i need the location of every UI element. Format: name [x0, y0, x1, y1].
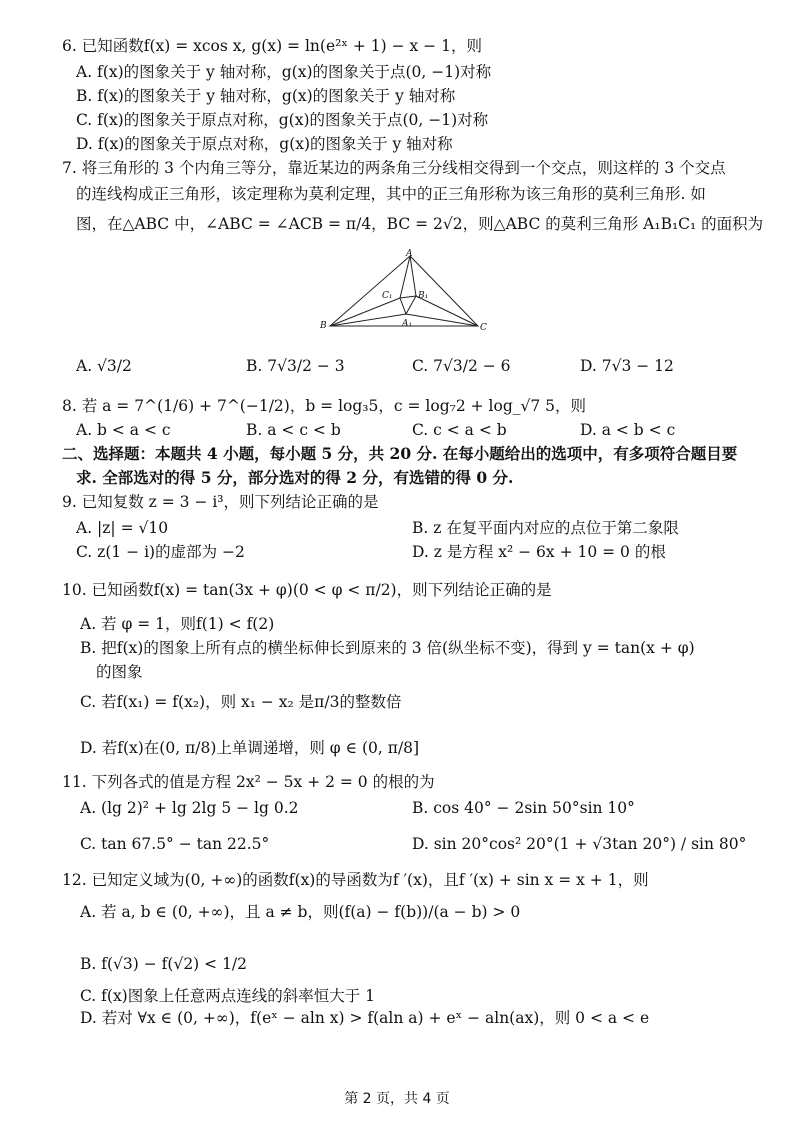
section2-instructions-line2: 求. 全部选对的得 5 分，部分选对的得 2 分，有选错的得 0 分. [76, 468, 514, 487]
q7-option-c: C. 7√3/2 − 6 [412, 357, 511, 375]
q9-option-d: D. z 是方程 x² − 6x + 10 = 0 的根 [412, 543, 666, 561]
q7-option-a: A. √3/2 [76, 357, 132, 375]
q12-option-c: C. f(x)图象上任意两点连线的斜率恒大于 1 [80, 987, 376, 1005]
q11-option-d: D. sin 20°cos² 20°(1 + √3tan 20°) / sin 80° [412, 835, 747, 853]
label-A1: A₁ [402, 319, 413, 329]
q9-option-a: A. |z| = √10 [76, 519, 169, 537]
q12-stem: 12. 已知定义域为(0, +∞)的函数f(x)的导函数为f ′(x)，且f ′(x) + sin x = x + 1，则 [62, 871, 649, 889]
morley-triangle-diagram [318, 248, 498, 338]
morley-triangle-a1b1c1 [400, 296, 416, 314]
q7-option-b: B. 7√3/2 − 3 [246, 357, 345, 375]
q7-option-d: D. 7√3 − 12 [580, 357, 674, 375]
q6-option-b: B. f(x)的图象关于 y 轴对称，g(x)的图象关于 y 轴对称 [76, 87, 456, 105]
q6-option-d: D. f(x)的图象关于原点对称，g(x)的图象关于 y 轴对称 [76, 135, 453, 153]
q10-option-c: C. 若f(x₁) = f(x₂)，则 x₁ − x₂ 是π/3的整数倍 [80, 693, 402, 711]
q8-option-c: C. c < a < b [412, 421, 507, 439]
page-number-footer: 第 2 页，共 4 页 [344, 1091, 450, 1107]
q8-option-b: B. a < c < b [246, 421, 341, 439]
q9-option-c: C. z(1 − i)的虚部为 −2 [76, 543, 245, 561]
q8-option-d: D. a < b < c [580, 421, 676, 439]
q6-option-a: A. f(x)的图象关于 y 轴对称，g(x)的图象关于点(0, −1)对称 [76, 63, 492, 81]
label-C1: C₁ [382, 291, 393, 301]
q6-option-c: C. f(x)的图象关于原点对称，g(x)的图象关于点(0, −1)对称 [76, 111, 489, 129]
q9-stem: 9. 已知复数 z = 3 − i³，则下列结论正确的是 [62, 493, 379, 511]
q8-stem: 8. 若 a = 7^(1/6) + 7^(−1/2)，b = log₃5，c = log₇2 + log_√7 5，则 [62, 397, 587, 415]
q12-option-b: B. f(√3) − f(√2) < 1/2 [80, 955, 248, 973]
q7-stem-line3: 图，在△ABC 中，∠ABC = ∠ACB = π/4，BC = 2√2，则△ABC 的莫利三角形 A₁B₁C₁ 的面积为 [76, 215, 764, 233]
label-C: C [480, 323, 487, 333]
q10-option-b: B. 把f(x)的图象上所有点的横坐标伸长到原来的 3 倍(纵坐标不变)，得到 y = tan(x + φ) [80, 639, 695, 657]
section2-instructions-line1: 二、选择题：本题共 4 小题，每小题 5 分，共 20 分. 在每小题给出的选项中，有多项符合题目要 [62, 444, 738, 463]
q12-option-a: A. 若 a, b ∈ (0, +∞)，且 a ≠ b，则(f(a) − f(b))/(a − b) > 0 [80, 903, 521, 921]
q8-option-a: A. b < a < c [76, 421, 171, 439]
q11-option-c: C. tan 67.5° − tan 22.5° [80, 835, 270, 853]
q11-option-b: B. cos 40° − 2sin 50°sin 10° [412, 799, 635, 817]
q10-option-a: A. 若 φ = 1，则f(1) < f(2) [80, 615, 275, 633]
q6-stem: 6. 已知函数f(x) = xcos x, g(x) = ln(e²ˣ + 1) − x − 1，则 [62, 37, 482, 55]
q10-stem: 10. 已知函数f(x) = tan(3x + φ)(0 < φ < π/2)，则下列结论正确的是 [62, 581, 552, 599]
q11-option-a: A. (lg 2)² + lg 2lg 5 − lg 0.2 [80, 799, 299, 817]
q11-stem: 11. 下列各式的值是方程 2x² − 5x + 2 = 0 的根的为 [62, 773, 435, 791]
q7-stem-line2: 的连线构成正三角形，该定理称为莫利定理，其中的正三角形称为该三角形的莫利三角形. 如 [76, 185, 706, 203]
q12-option-d: D. 若对 ∀x ∈ (0, +∞)，f(eˣ − aln x) > f(aln a) + eˣ − aln(ax)，则 0 < a < e [80, 1009, 650, 1027]
q10-option-b-cont: 的图象 [96, 663, 143, 681]
morley-triangle-figure [318, 248, 498, 338]
q7-stem-line1: 7. 将三角形的 3 个内角三等分，靠近某边的两条角三分线相交得到一个交点，则这样的 3 个交点 [62, 159, 726, 177]
q10-option-d: D. 若f(x)在(0, π/8)上单调递增，则 φ ∈ (0, π/8] [80, 739, 420, 757]
q9-option-b: B. z 在复平面内对应的点位于第二象限 [412, 519, 679, 537]
label-B1: B₁ [418, 291, 429, 301]
label-A: A [406, 249, 413, 259]
label-B: B [320, 321, 327, 331]
